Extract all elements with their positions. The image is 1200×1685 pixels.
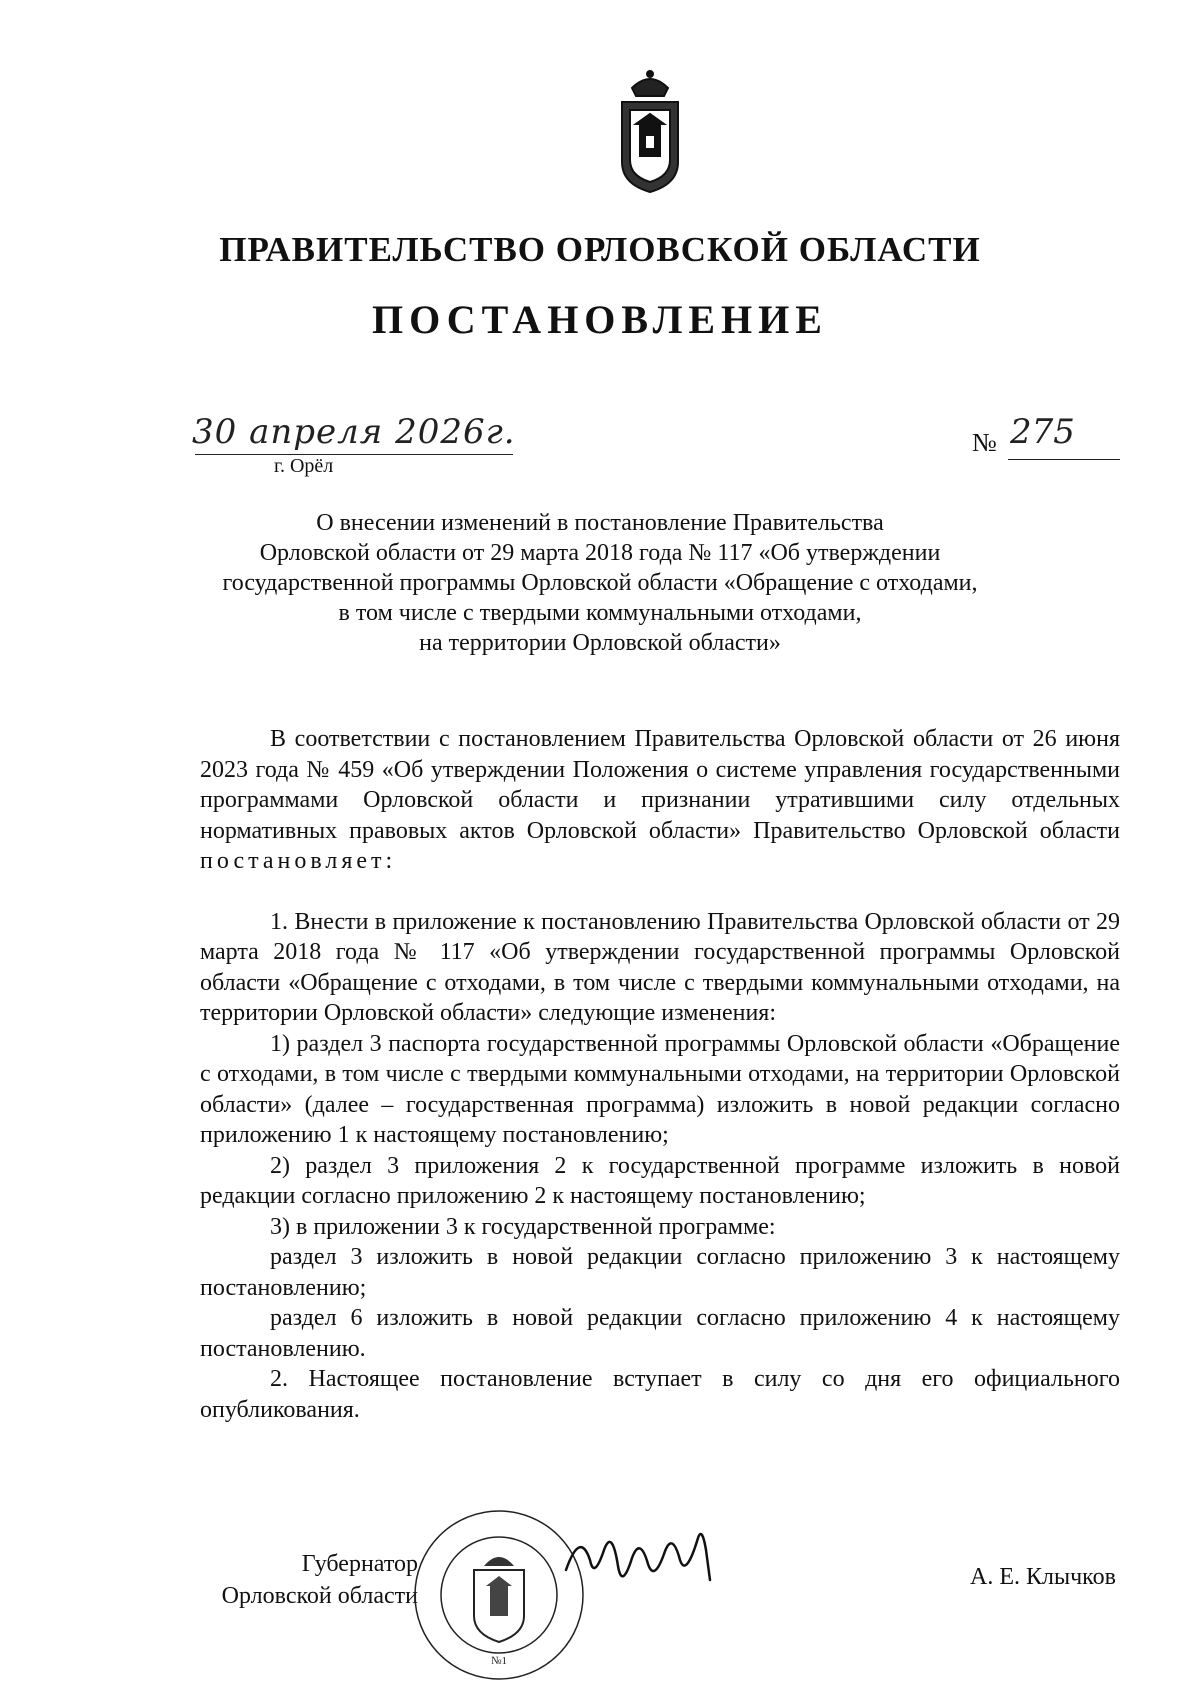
- date-underline: [195, 454, 513, 455]
- paragraph-2: 2. Настоящее постановление вступает в силу со дня его официального опубликования.: [200, 1366, 1120, 1423]
- paragraph-1-2: 2) раздел 3 приложения 2 к государственной программе изложить в новой редакции согласно приложению 2 к настоящему постановлению;: [200, 1152, 1120, 1209]
- government-title: ПРАВИТЕЛЬСТВО ОРЛОВСКОЙ ОБЛАСТИ: [219, 230, 981, 269]
- handwritten-number: 275: [1010, 412, 1075, 452]
- document-body: [200, 724, 1120, 1425]
- coat-of-arms-icon: [610, 66, 690, 196]
- paragraph-1-3-b: раздел 6 изложить в новой редакции согласно приложению 4 к настоящему постановлению.: [200, 1305, 1120, 1362]
- paragraph-1-3: 3) в приложении 3 к государственной программе:: [270, 1213, 776, 1240]
- position-line: Орловской области: [221, 1583, 418, 1609]
- subject-line: на территории Орловской области»: [419, 630, 781, 656]
- preamble-text: В соответствии с постановлением Правительства Орловской области от 26 июня 2023 года № 459 «Об утверждении Положения о системе управления государственными программами Орловской области и признании утратившими силу отдельных нормативных правовых актов Орловской области» Правительство Орловской области: [200, 726, 1120, 844]
- position-line: Губернатор: [301, 1551, 418, 1577]
- paragraph-1: 1. Внести в приложение к постановлению Правительства Орловской области от 29 марта 2018 года № 117 «Об утверждении государственной программы Орловской области «Обращение с отходами, в том числе с твердыми коммунальными отходами, на территории Орловской области» следующие изменения:: [200, 908, 1120, 1026]
- document-subject: [200, 508, 1000, 658]
- subject-line: Орловской области от 29 марта 2018 года № 117 «Об утверждении: [259, 540, 941, 566]
- number-underline: [1008, 459, 1120, 460]
- subject-line: государственной программы Орловской области «Обращение с отходами,: [222, 570, 978, 596]
- number-sign: №: [972, 428, 997, 457]
- city-label: г. Орёл: [274, 455, 334, 477]
- paragraph-1-1: 1) раздел 3 паспорта государственной программы Орловской области «Обращение с отходами, в том числе с твердыми коммунальными отходами, на территории Орловской области» (далее – государственная программа) изложить в новой редакции согласно приложению 1 к настоящему постановлению;: [200, 1030, 1120, 1148]
- preamble-paragraph: [200, 724, 1120, 877]
- preamble-action: постановляет:: [200, 848, 397, 874]
- signatory-position: [150, 1548, 418, 1612]
- handwritten-date: 30 апреля 2026г.: [192, 412, 516, 452]
- subject-line: О внесении изменений в постановление Правительства: [316, 510, 884, 536]
- document-type-title: ПОСТАНОВЛЕНИЕ: [372, 297, 828, 342]
- signatory-name: А. Е. Клычков: [970, 1564, 1116, 1590]
- subject-line: в том числе с твердыми коммунальными отходами,: [338, 600, 862, 626]
- seal-number: №1: [491, 1655, 507, 1667]
- paragraph-1-3-a: раздел 3 изложить в новой редакции согласно приложению 3 к настоящему постановлению;: [200, 1244, 1120, 1301]
- handwritten-signature-icon: [560, 1520, 720, 1600]
